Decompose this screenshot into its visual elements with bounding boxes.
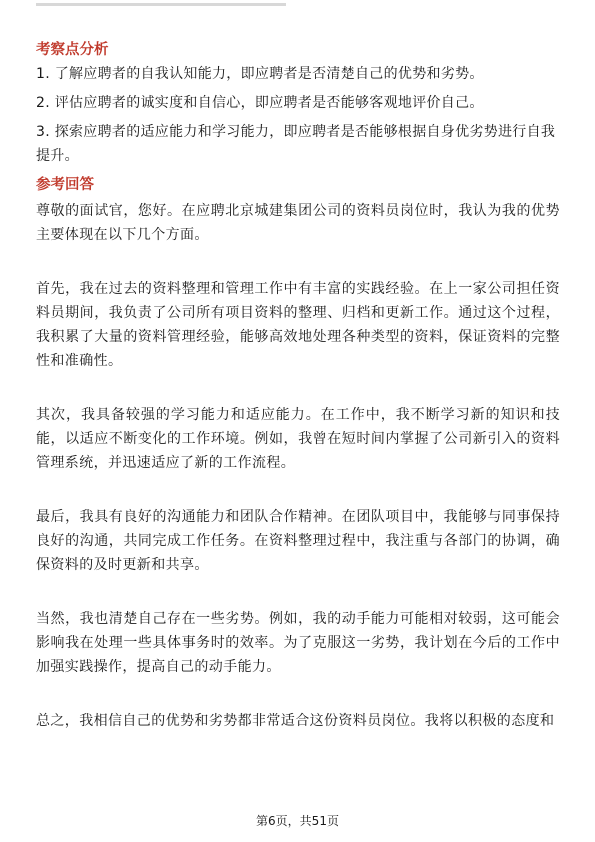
answer-paragraph: 最后，我具有良好的沟通能力和团队合作精神。在团队项目中，我能够与同事保持良好的沟通，共同完成工作任务。在资料整理过程中，我注重与各部门的协调，确保资料的及时更新和共享。 <box>36 509 560 573</box>
analysis-list <box>36 62 560 168</box>
answer-paragraph: 尊敬的面试官，您好。在应聘北京城建集团公司的资料员岗位时，我认为我的优势主要体现在以下几个方面。 <box>36 203 560 243</box>
page-number: 第6页，共51页 <box>256 814 339 828</box>
answer-heading: 参考回答 <box>36 177 94 193</box>
answer-paragraph: 总之，我相信自己的优势和劣势都非常适合这份资料员岗位。我将以积极的态度和 <box>36 713 555 729</box>
analysis-item: 3. 探索应聘者的适应能力和学习能力，即应聘者是否能够根据自身优劣势进行自我提升。 <box>36 124 556 164</box>
analysis-heading: 考察点分析 <box>36 42 109 58</box>
answer-paragraph: 其次，我具备较强的学习能力和适应能力。在工作中，我不断学习新的知识和技能，以适应不断变化的工作环境。例如，我曾在短时间内掌握了公司新引入的资料管理系统，并迅速适应了新的工作流程。 <box>36 407 560 471</box>
analysis-item: 1. 了解应聘者的自我认知能力，即应聘者是否清楚自己的优势和劣势。 <box>36 66 484 82</box>
answer-paragraph: 首先，我在过去的资料整理和管理工作中有丰富的实践经验。在上一家公司担任资料员期间，我负责了公司所有项目资料的整理、归档和更新工作。通过这个过程，我积累了大量的资料管理经验，能够高效地处理各种类型的资料，保证资料的完整性和准确性。 <box>36 281 560 369</box>
answer-paragraph: 当然，我也清楚自己存在一些劣势。例如，我的动手能力可能相对较弱，这可能会影响我在处理一些具体事务时的效率。为了克服这一劣势，我计划在今后的工作中加强实践操作，提高自己的动手能力。 <box>36 611 560 675</box>
cropped-text-remnant <box>36 0 286 8</box>
analysis-item: 2. 评估应聘者的诚实度和自信心，即应聘者是否能够客观地评价自己。 <box>36 95 484 111</box>
answer-body <box>36 199 560 733</box>
page-content <box>36 38 560 763</box>
